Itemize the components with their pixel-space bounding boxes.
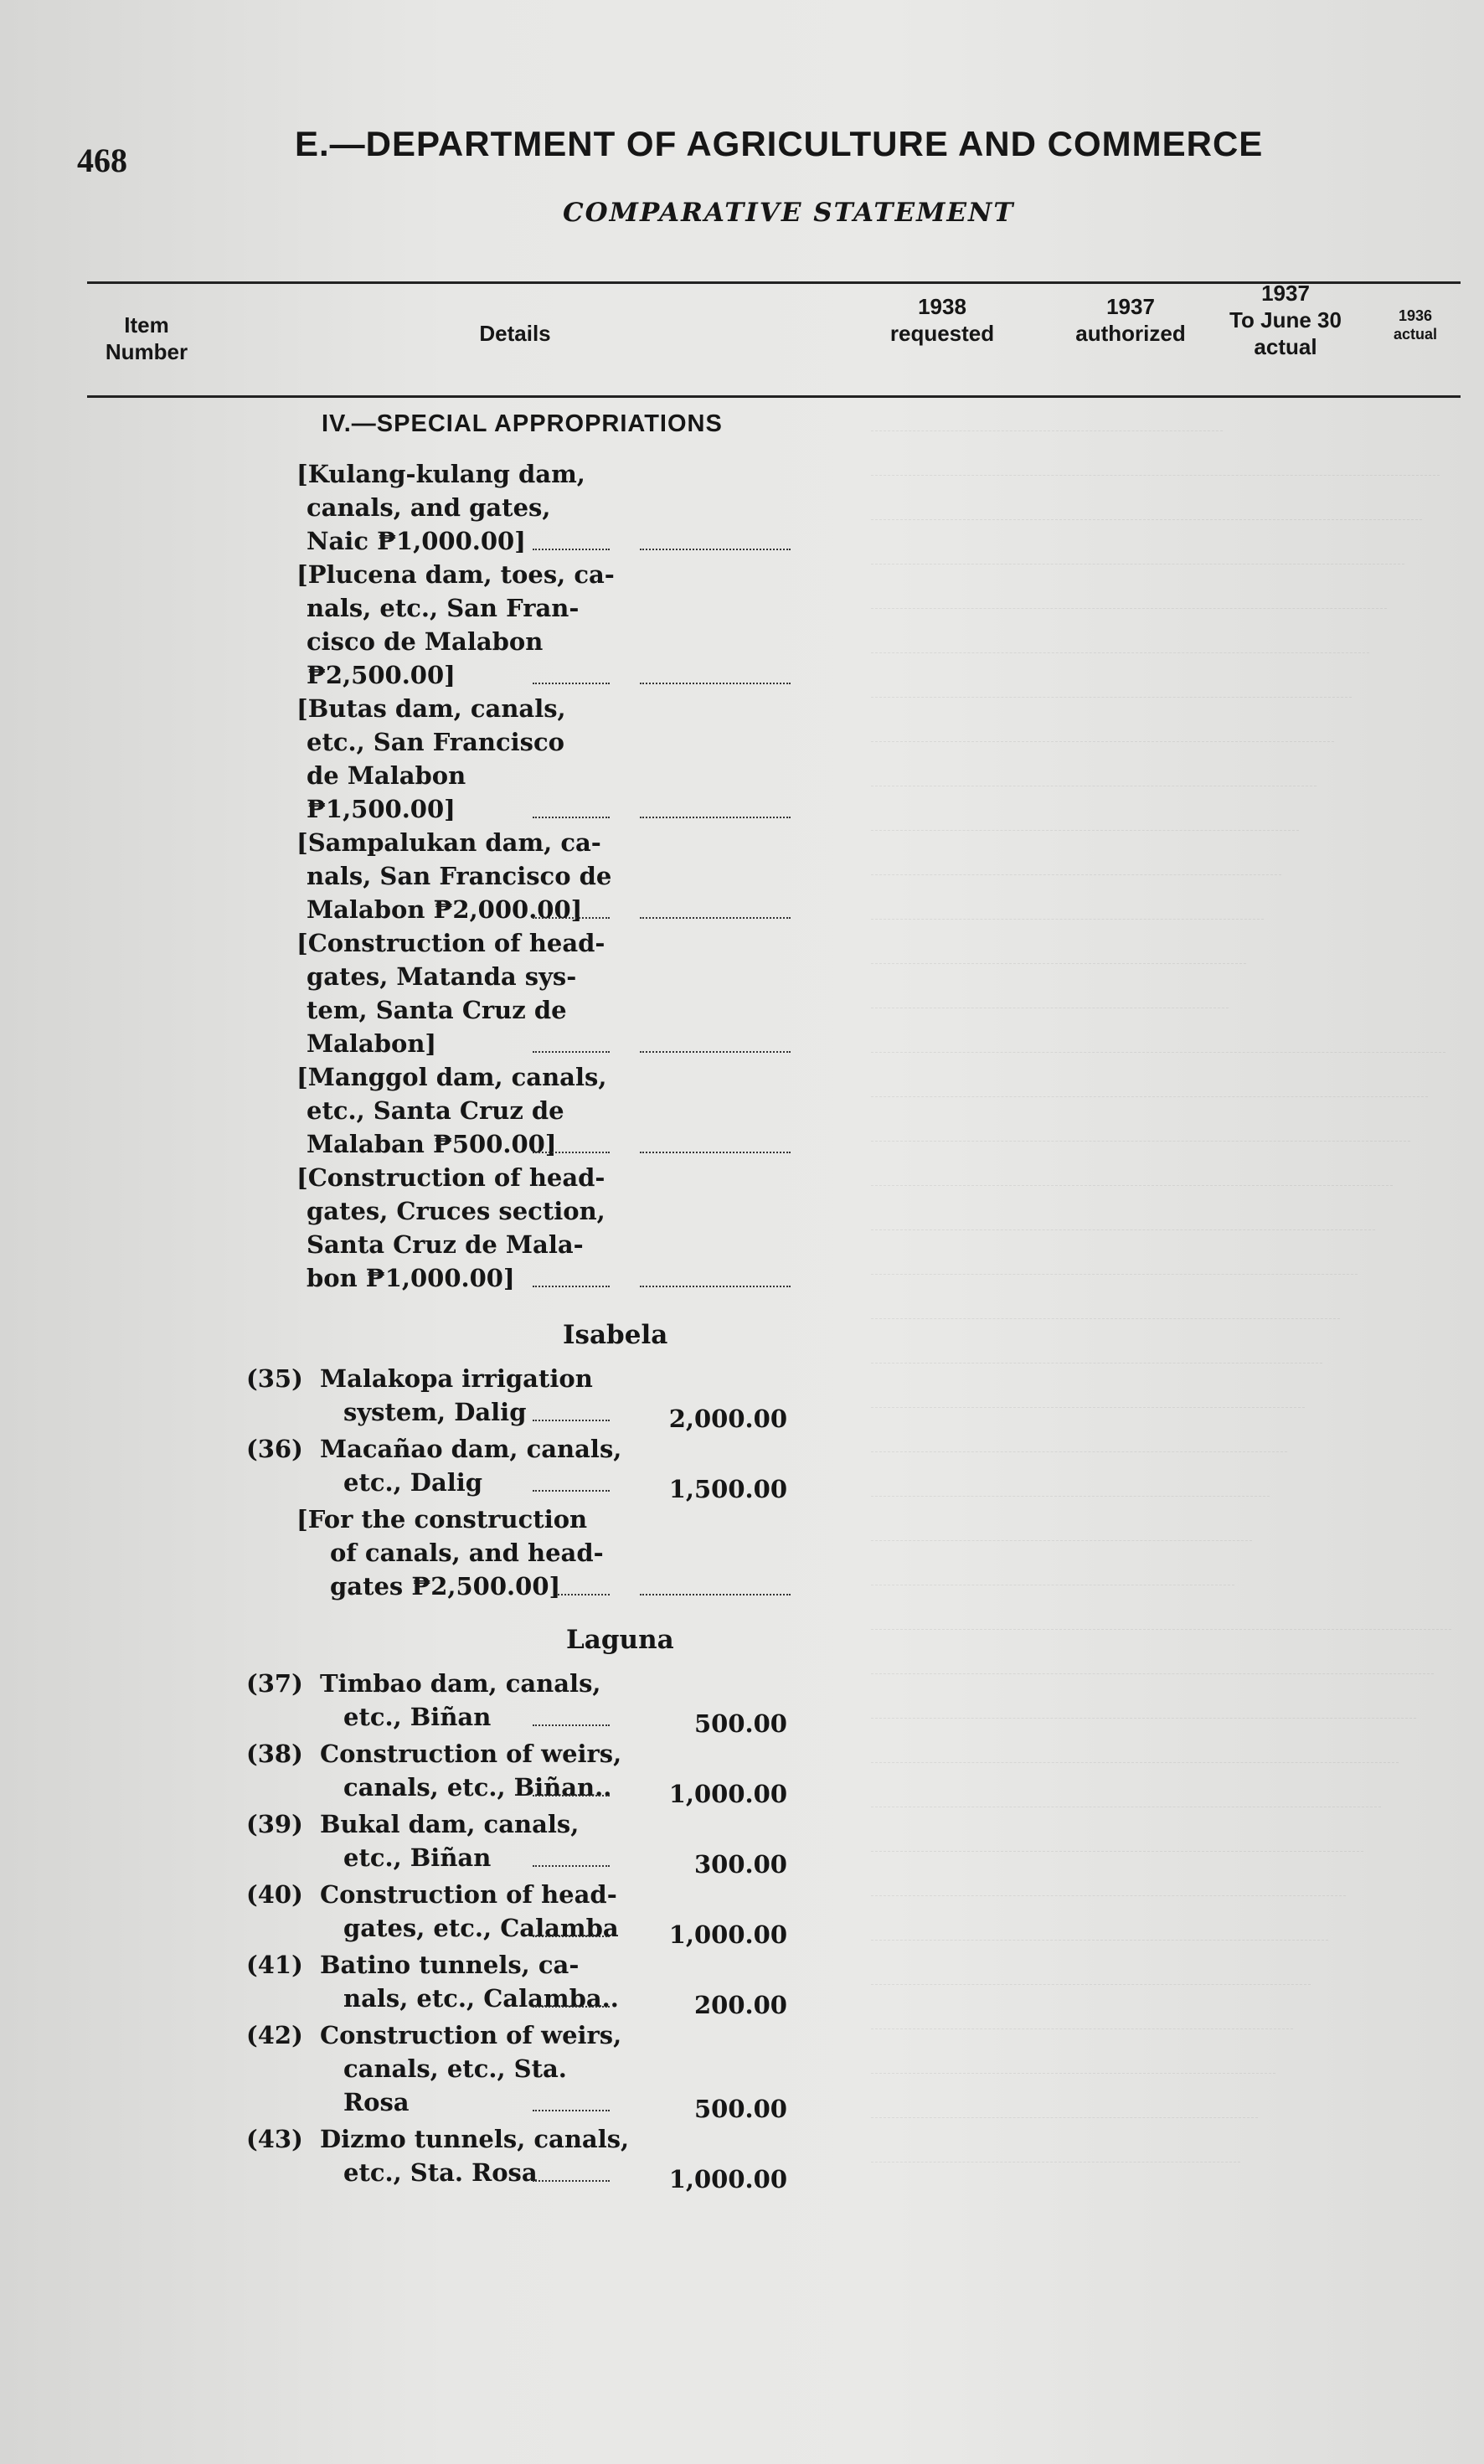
leader-dots: [533, 1051, 610, 1053]
bracketed-item-line: de Malabon: [307, 761, 466, 790]
item-number: (37): [246, 1669, 303, 1698]
column-header-details: Details: [479, 321, 551, 346]
item-detail-line: canals, etc., Sta.: [343, 2054, 567, 2083]
leader-dots: [533, 1865, 610, 1867]
leader-dots: [533, 2180, 610, 2182]
item-number: (39): [246, 1810, 303, 1838]
bracketed-item-line: [Manggol dam, canals,: [296, 1063, 607, 1091]
bleed-through-line: [871, 1281, 1340, 1319]
page-subtitle: COMPARATIVE STATEMENT: [563, 198, 1015, 228]
bracketed-item-line: gates, Cruces section,: [307, 1197, 605, 1225]
bleed-through-line: [871, 1814, 1363, 1852]
leader-dots: [533, 1152, 610, 1153]
bleed-through-line: [871, 527, 1404, 564]
item-detail-line: [For the construction: [296, 1505, 588, 1534]
leader-dots: [533, 1420, 610, 1421]
bleed-through-line: [871, 2125, 1240, 2162]
amount-1938-requested: 500.00: [694, 1709, 787, 1738]
bleed-through-line: [871, 1947, 1311, 1985]
bleed-through-line: [871, 1148, 1393, 1186]
item-detail-line: etc., Biñan: [343, 1703, 492, 1731]
leader-dots: [533, 1286, 610, 1287]
column-header-1937-authorized: 1937 authorized: [1075, 294, 1186, 346]
blank-amount-dots: [640, 1051, 791, 1053]
item-detail-line: Construction of weirs,: [320, 1740, 622, 1768]
bracketed-item-line: bon ₱1,000.00]: [307, 1264, 515, 1292]
bleed-through-line: [871, 1770, 1381, 1807]
item-number: (43): [246, 2125, 303, 2153]
item-number: (41): [246, 1951, 303, 1979]
bracketed-item-line: nals, San Francisco de: [307, 862, 612, 890]
bleed-through-line: [871, 1459, 1270, 1497]
bleed-through-line: [871, 394, 1223, 431]
page-title: E.—DEPARTMENT OF AGRICULTURE AND COMMERCE: [295, 124, 1264, 163]
bleed-through-line: [871, 971, 1229, 1008]
bleed-through-line: [871, 660, 1352, 698]
bracketed-item-line: etc., San Francisco: [307, 728, 564, 756]
item-detail-line: Macañao dam, canals,: [320, 1435, 622, 1463]
bleed-through-line: [871, 1858, 1346, 1896]
item-detail-line: gates ₱2,500.00]: [330, 1572, 561, 1601]
leader-dots: [533, 2006, 610, 2008]
bleed-through-line: [871, 1548, 1234, 1585]
leader-dots: [533, 683, 610, 684]
blank-amount-dots: [640, 817, 791, 818]
bracketed-item-line: tem, Santa Cruz de: [307, 996, 567, 1024]
amount-1938-requested: 1,000.00: [668, 2165, 787, 2193]
bracketed-item-line: Malabon ₱2,000.00]: [307, 895, 583, 924]
bracketed-item-line: ₱2,500.00]: [307, 661, 456, 689]
item-detail-line: Batino tunnels, ca-: [320, 1951, 580, 1979]
item-detail-line: Rosa: [343, 2088, 410, 2116]
column-header-1937-actual: 1937 To June 30 actual: [1229, 281, 1342, 359]
bracketed-item-line: etc., Santa Cruz de: [307, 1096, 564, 1125]
leader-dots: [533, 549, 610, 550]
leader-dots: [533, 817, 610, 818]
header-bottom-rule: [87, 395, 1461, 398]
bleed-through-line: [871, 838, 1281, 875]
item-number: (36): [246, 1435, 303, 1463]
leader-dots: [533, 1936, 610, 1937]
bleed-through-line: [871, 482, 1422, 520]
bleed-through-line: [871, 1059, 1428, 1097]
bracketed-item-line: [Construction of head-: [296, 929, 605, 957]
item-number: (35): [246, 1364, 303, 1393]
bleed-through-line: [871, 1725, 1399, 1763]
blank-amount-dots: [640, 1286, 791, 1287]
amount-1938-requested: 1,000.00: [668, 1920, 787, 1949]
province-heading: Isabela: [563, 1320, 668, 1350]
bleed-through-line: [871, 1903, 1328, 1941]
bracketed-item-line: Malabon]: [307, 1029, 437, 1058]
amount-1938-requested: 2,000.00: [668, 1405, 787, 1433]
leader-dots: [533, 917, 610, 919]
amount-1938-requested: 300.00: [694, 1850, 787, 1879]
bracketed-item-line: [Plucena dam, toes, ca-: [296, 560, 615, 589]
bracketed-item-line: Santa Cruz de Mala-: [307, 1230, 584, 1259]
page-number: 468: [77, 142, 127, 179]
bracketed-item-line: Naic ₱1,000.00]: [307, 527, 526, 555]
bleed-through-line: [871, 749, 1317, 786]
item-detail-line: Timbao dam, canals,: [320, 1669, 601, 1698]
leader-dots: [558, 1594, 610, 1595]
item-detail-line: etc., Dalig: [343, 1468, 483, 1497]
amount-1938-requested: 1,500.00: [668, 1475, 787, 1503]
blank-amount-dots: [640, 1594, 791, 1595]
item-detail-line: etc., Biñan: [343, 1843, 492, 1872]
blank-amount-dots: [640, 683, 791, 684]
leader-dots: [533, 1724, 610, 1726]
bracketed-item-line: ₱1,500.00]: [307, 795, 456, 823]
item-detail-line: of canals, and head-: [330, 1539, 604, 1567]
bracketed-item-line: [Construction of head-: [296, 1163, 605, 1192]
bracketed-item-line: gates, Matanda sys-: [307, 962, 577, 991]
bracketed-item-line: [Butas dam, canals,: [296, 694, 566, 723]
bleed-through-line: [871, 926, 1246, 964]
bleed-through-line: [871, 616, 1369, 653]
bleed-through-line: [871, 571, 1387, 609]
item-detail-line: nals, etc., Calamba..: [343, 1984, 619, 2013]
blank-amount-dots: [640, 1152, 791, 1153]
amount-1938-requested: 1,000.00: [668, 1780, 787, 1808]
column-header-1936-actual: 1936 actual: [1393, 307, 1438, 343]
leader-dots: [533, 2110, 610, 2111]
bleed-through-line: [871, 1104, 1410, 1142]
item-detail-line: Dizmo tunnels, canals,: [320, 2125, 630, 2153]
item-detail-line: Construction of weirs,: [320, 2021, 622, 2049]
bleed-through-line: [871, 1015, 1445, 1053]
bleed-through-line: [871, 1415, 1287, 1452]
bracketed-item-line: nals, etc., San Fran-: [307, 594, 580, 622]
blank-amount-dots: [640, 549, 791, 550]
bracketed-item-line: canals, and gates,: [307, 493, 551, 522]
bracketed-item-line: [Kulang-kulang dam,: [296, 460, 585, 488]
item-number: (42): [246, 2021, 303, 2049]
bracketed-item-line: cisco de Malabon: [307, 627, 544, 656]
column-header-item-number: Item Number: [105, 312, 188, 364]
bleed-through-line: [871, 1681, 1416, 1719]
column-header-1938-requested: 1938 requested: [889, 294, 995, 346]
leader-dots: [533, 1795, 610, 1796]
bleed-through-line: [871, 438, 1440, 476]
item-number: (38): [246, 1740, 303, 1768]
item-detail-line: etc., Sta. Rosa: [343, 2158, 538, 2187]
bleed-through-line: [871, 1592, 1451, 1630]
item-number: (40): [246, 1880, 303, 1909]
bleed-through-line: [871, 2036, 1275, 2074]
bleed-through-line: [871, 1992, 1293, 2029]
leader-dots: [533, 1490, 610, 1492]
item-detail-line: Malakopa irrigation: [320, 1364, 593, 1393]
bleed-through-shadow: [871, 394, 1457, 2236]
item-detail-line: gates, etc., Calamba: [343, 1914, 619, 1942]
bleed-through-line: [871, 704, 1334, 742]
bracketed-item-line: [Sampalukan dam, ca-: [296, 828, 601, 857]
bleed-through-line: [871, 1503, 1252, 1541]
item-detail-line: Construction of head-: [320, 1880, 617, 1909]
item-detail-line: canals, etc., Biñan..: [343, 1773, 612, 1802]
bleed-through-line: [871, 1370, 1305, 1408]
bleed-through-line: [871, 1326, 1322, 1363]
blank-amount-dots: [640, 917, 791, 919]
item-detail-line: system, Dalig: [343, 1398, 527, 1426]
amount-1938-requested: 500.00: [694, 2095, 787, 2123]
item-detail-line: Bukal dam, canals,: [320, 1810, 580, 1838]
bleed-through-line: [871, 2080, 1258, 2118]
bleed-through-line: [871, 1193, 1375, 1230]
bleed-through-line: [871, 1237, 1358, 1275]
bleed-through-line: [871, 793, 1299, 831]
bleed-through-line: [871, 882, 1264, 920]
bleed-through-line: [871, 1637, 1434, 1674]
amount-1938-requested: 200.00: [694, 1991, 787, 2019]
section-heading: IV.—SPECIAL APPROPRIATIONS: [322, 410, 723, 437]
bracketed-item-line: Malaban ₱500.00]: [307, 1130, 557, 1158]
province-heading: Laguna: [566, 1625, 674, 1655]
